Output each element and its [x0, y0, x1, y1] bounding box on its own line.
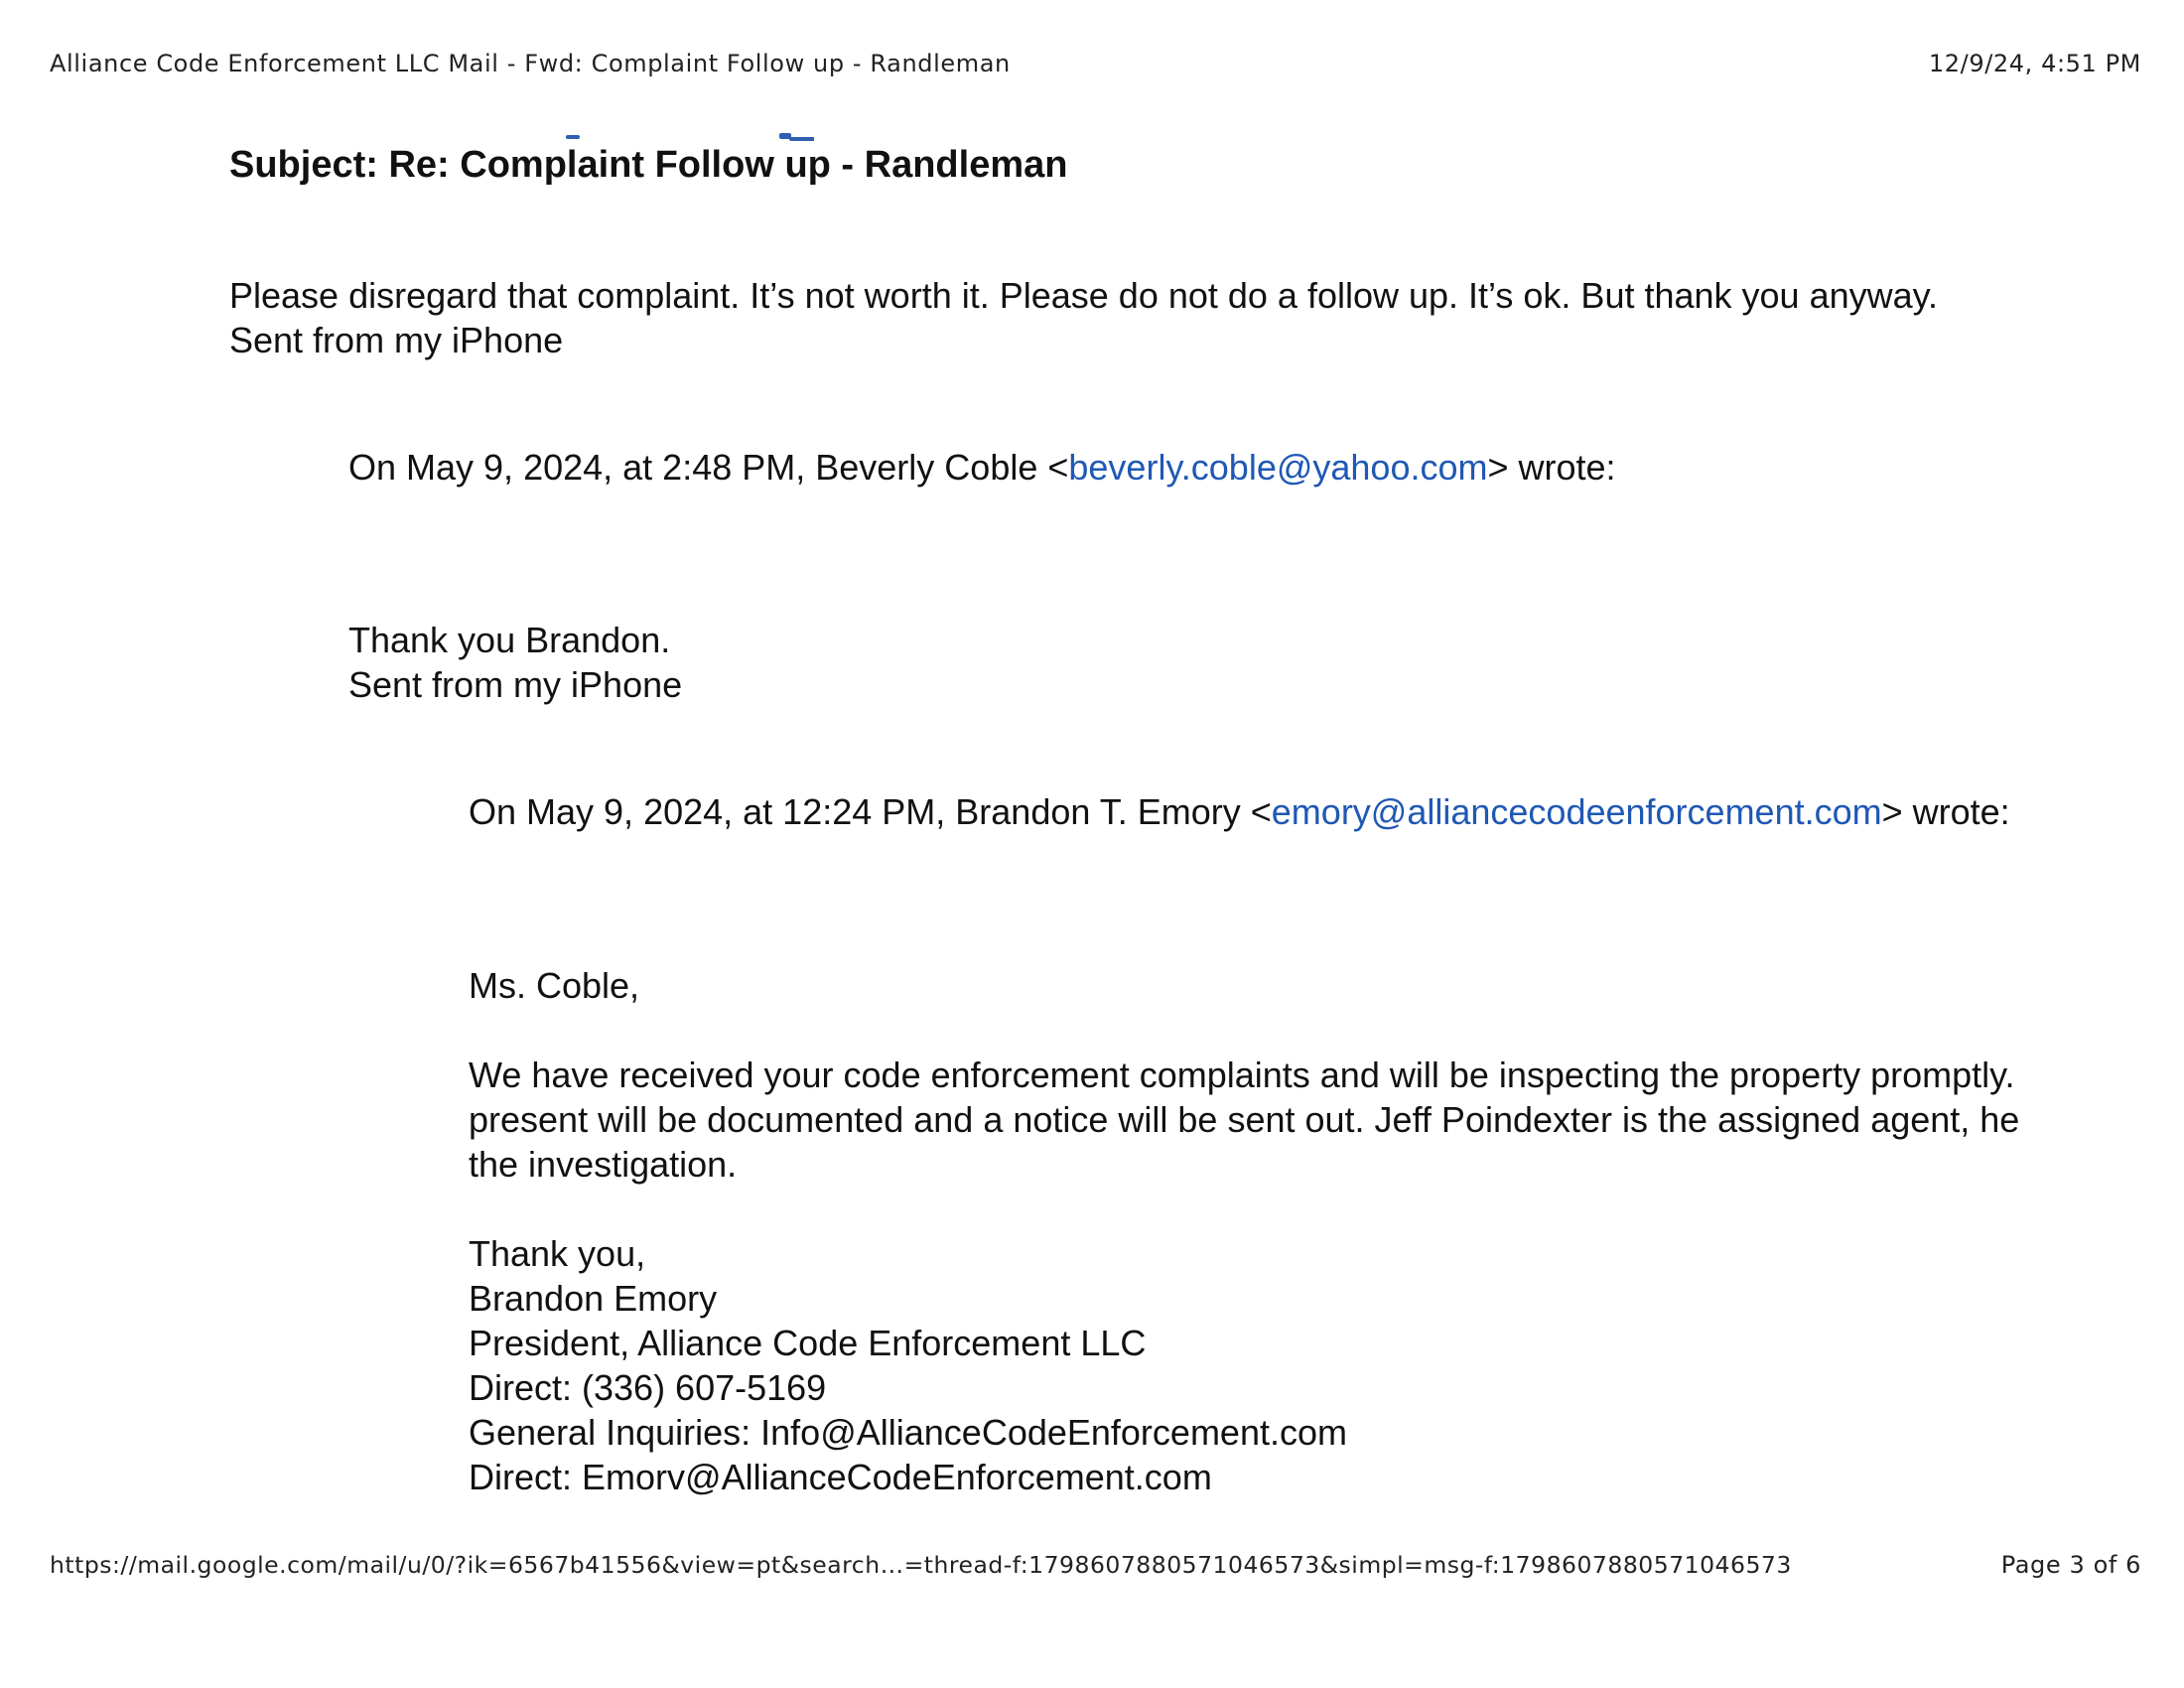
quote2-attribution [469, 789, 2144, 834]
quote1-attribution-suffix: > wrote: [1487, 447, 1616, 488]
quote2-paragraph-line: the investigation. [469, 1144, 738, 1185]
email-subject: Subject: Re: Complaint Follow up - Randleman [229, 144, 1068, 186]
quote1-message [348, 618, 2144, 707]
quote2-closing: Thank you, [469, 1233, 646, 1274]
quote2-paragraph-line: We have received your code enforcement complaints and will be inspecting the property promptly. [469, 1055, 2015, 1095]
signature-direct-phone: Direct: (336) 607-5169 [469, 1367, 827, 1408]
reply-body: Please disregard that complaint. It’s not worth it. Please do not do a follow up. It’s ok. But thank you anyway. [229, 275, 1938, 316]
signature-title: President, Alliance Code Enforcement LLC [469, 1323, 1147, 1363]
print-footer-url: https://mail.google.com/mail/u/0/?ik=6567b41556&view=pt&search…=thread-f:1798607880571046573&simpl=msg-f:1798607880571046573 [50, 1551, 1792, 1579]
quote1-attribution [348, 445, 2144, 490]
clipped-previous-line [556, 127, 814, 143]
signature-general-inquiries: General Inquiries: Info@AllianceCodeEnforcement.com [469, 1412, 1347, 1453]
quote1-body: Thank you Brandon. [348, 620, 671, 660]
quote2-attribution-suffix: > wrote: [1881, 791, 2010, 832]
print-header-title: Alliance Code Enforcement LLC Mail - Fwd: Complaint Follow up - Randleman [50, 50, 1011, 77]
quote2-sender-email-link[interactable]: emory@alliancecodeenforcement.com [1271, 791, 1882, 832]
quote2-paragraph-line: present will be documented and a notice will be sent out. Jeff Poindexter is the assigned agent, he [469, 1099, 2020, 1140]
print-footer-page-number: Page 3 of 6 [2000, 1551, 2141, 1579]
signature-name: Brandon Emory [469, 1278, 718, 1319]
signature-direct-email: Direct: Emorv@AllianceCodeEnforcement.com [469, 1457, 1212, 1497]
quote2-greeting: Ms. Coble, [469, 965, 640, 1006]
quote1-signature: Sent from my iPhone [348, 664, 683, 705]
quote2-attribution-prefix: On May 9, 2024, at 12:24 PM, Brandon T. Emory < [469, 791, 1272, 832]
reply-signature: Sent from my iPhone [229, 320, 564, 360]
reply-message [229, 273, 2144, 362]
print-header-datetime: 12/9/24, 4:51 PM [1928, 50, 2141, 77]
quote1-sender-email-link[interactable]: beverly.coble@yahoo.com [1068, 447, 1488, 488]
quote1-attribution-prefix: On May 9, 2024, at 2:48 PM, Beverly Coble < [348, 447, 1069, 488]
quote2-message [469, 963, 2144, 1499]
